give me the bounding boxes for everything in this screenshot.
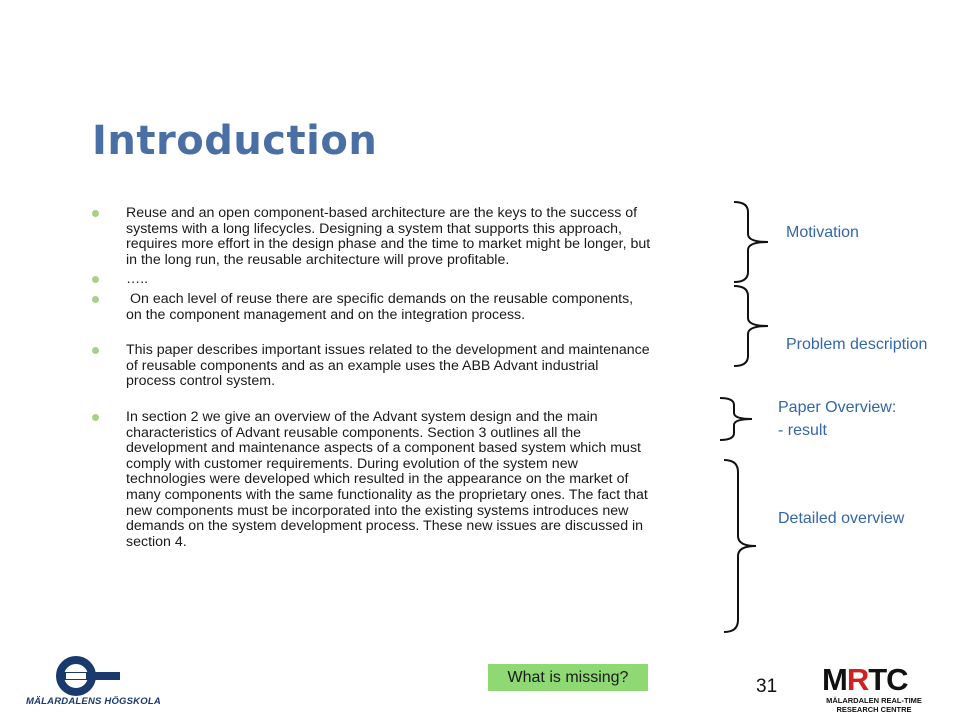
- malardalens-emblem-icon: [26, 656, 146, 696]
- overview-brace-icon: [718, 396, 758, 442]
- annotation-result: - result: [778, 422, 827, 439]
- bullet-dot-icon: [92, 276, 99, 283]
- annotation-motivation: Motivation: [786, 224, 859, 241]
- bullet-dot-icon: [92, 296, 99, 303]
- mrtc-subtitle: MÄLARDALEN REAL-TIME RESEARCH CENTRE: [826, 696, 922, 714]
- what-is-missing-box: What is missing?: [488, 664, 648, 691]
- annotation-paper-overview: Paper Overview:: [778, 399, 897, 416]
- malardalens-logo: [26, 656, 161, 712]
- bullet-item: [92, 343, 652, 390]
- slide-title: Introduction: [92, 118, 378, 164]
- bullet-text: In section 2 we give an overview of the Advant system design and the main characteristics of Advant reusable components. Section 3 outlines all the development and maintenance aspects of a component based system which must comply with customer requirements. During evolution of the system new technologies were developed which resulted in the appearance on the market of many components with the same functionality as the proprietary ones. The fact that new components must be incorporated into the existing systems introduces new demands on the system development process. These new issues are discussed in section 4.: [126, 408, 648, 550]
- bullet-item: [92, 410, 652, 550]
- bullet-item: [92, 292, 652, 323]
- annotation-problem-description: Problem description: [786, 336, 928, 353]
- bullet-dot-icon: [92, 414, 99, 421]
- motivation-brace-icon: [732, 200, 772, 284]
- mrtc-wordmark: MRTC: [822, 662, 908, 697]
- bullet-list: [92, 206, 652, 550]
- problem-brace-icon: [732, 284, 772, 368]
- detailed-brace-icon: [722, 458, 762, 634]
- bullet-text: Reuse and an open component-based architecture are the keys to the success of systems with a long lifecycles. Designing a system that supports this approach, requires more effort in the design phase and the time to market might be longer, but in the long run, the reusable architecture will prove profitable.: [126, 205, 651, 268]
- bullet-text: …..: [126, 271, 149, 288]
- page-number: 31: [756, 676, 778, 697]
- bullet-item: [92, 272, 652, 288]
- malardalens-logo-text: MÄLARDALENS HÖGSKOLA: [26, 696, 161, 707]
- bullet-item: [92, 206, 652, 268]
- bullet-dot-icon: [92, 210, 99, 217]
- bullet-text: On each level of reuse there are specific demands on the reusable components, on the component management and on the integration process.: [126, 290, 638, 323]
- bullet-dot-icon: [92, 347, 99, 354]
- mrtc-logo: [814, 662, 944, 718]
- annotation-detailed-overview: Detailed overview: [778, 510, 905, 527]
- bullet-text: This paper describes important issues related to the development and maintenance of reusable components and as an example uses the ABB Advant industrial process control system.: [126, 342, 650, 390]
